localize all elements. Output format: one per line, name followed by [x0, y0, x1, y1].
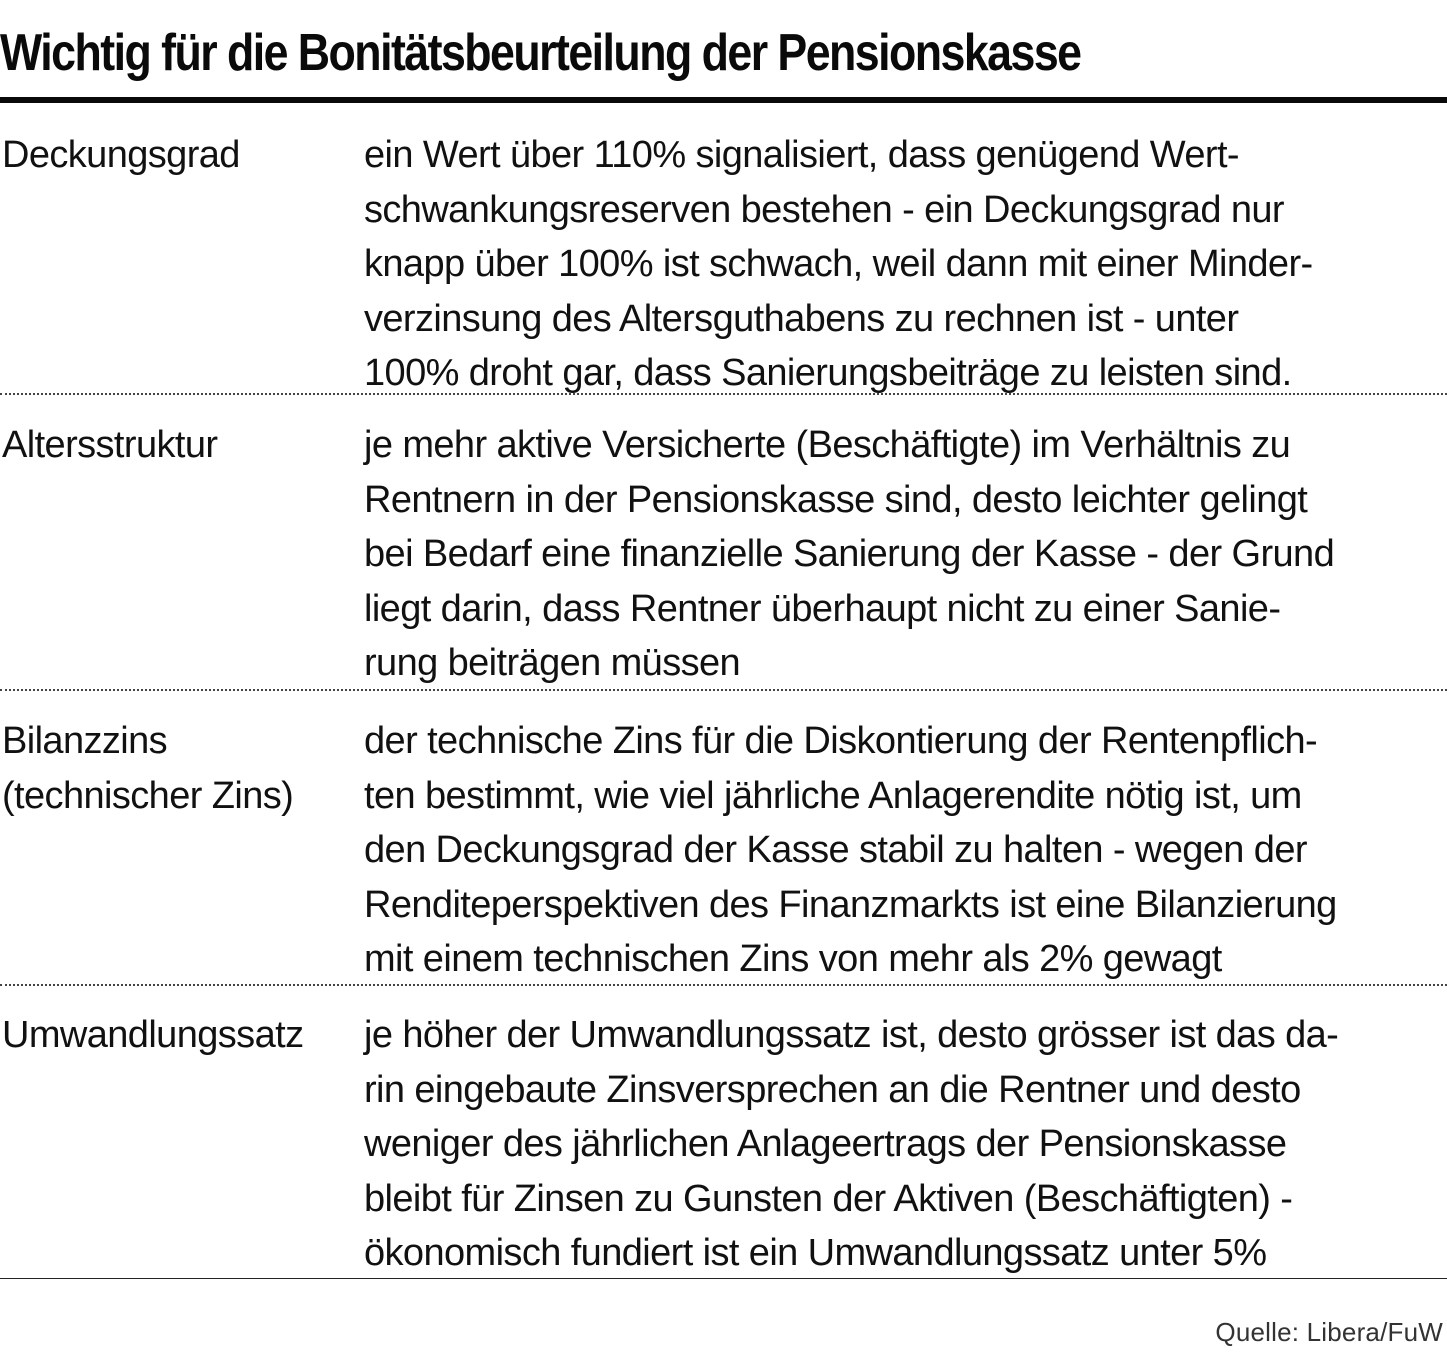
- source-credit: Quelle: Libera/FuW: [1215, 1317, 1443, 1347]
- description-line: ten bestimmt, wie viel jährliche Anlagerendite nötig ist, um: [364, 774, 1302, 817]
- description-line: je höher der Umwandlungssatz ist, desto grösser ist das da-: [364, 1014, 1339, 1056]
- term-description: [364, 1008, 1447, 1278]
- description-line: mit einem technischen Zins von mehr als 2% gewagt: [364, 938, 1222, 980]
- criteria-table: [0, 103, 1447, 1279]
- description-line: bei Bedarf eine finanzielle Sanierung der Kasse - der Grund: [364, 533, 1335, 575]
- term-label: Altersstruktur: [2, 424, 218, 466]
- table-row: [0, 103, 1447, 395]
- description-line: bleibt für Zinsen zu Gunsten der Aktiven (Beschäftigten) -: [364, 1177, 1293, 1220]
- description-line: weniger des jährlichen Anlageertrags der Pensionskasse: [364, 1123, 1287, 1165]
- term-description: [364, 714, 1447, 984]
- description-line: rin eingebaute Zinsversprechen an die Rentner und desto: [364, 1068, 1301, 1111]
- description-line: schwankungsreserven bestehen - ein Deckungsgrad nur: [364, 188, 1284, 231]
- table-row: [0, 395, 1447, 691]
- term-label: Deckungsgrad: [2, 134, 240, 176]
- description-line: knapp über 100% ist schwach, weil dann mit einer Minder-: [364, 243, 1313, 285]
- term-label: Umwandlungssatz: [2, 1014, 304, 1056]
- term-description: [364, 128, 1447, 393]
- table-row: [0, 691, 1447, 986]
- description-line: liegt darin, dass Rentner überhaupt nicht zu einer Sanie-: [364, 587, 1281, 630]
- description-line: je mehr aktive Versicherte (Beschäftigte) im Verhältnis zu: [364, 424, 1291, 466]
- description-line: Rentnern in der Pensionskasse sind, desto leichter gelingt: [364, 478, 1308, 521]
- description-line: der technische Zins für die Diskontierung der Rentenpflich-: [364, 720, 1318, 762]
- page-title: Wichtig für die Bonitätsbeurteilung der Pensionskasse: [0, 24, 1081, 82]
- description-line: 100% droht gar, dass Sanierungsbeiträge zu leisten sind.: [364, 352, 1292, 394]
- table-row: [0, 986, 1447, 1279]
- description-line: Renditeperspektiven des Finanzmarkts ist eine Bilanzierung: [364, 883, 1337, 926]
- term-description: [364, 418, 1447, 689]
- description-line: den Deckungsgrad der Kasse stabil zu halten - wegen der: [364, 829, 1307, 871]
- description-line: ökonomisch fundiert ist ein Umwandlungssatz unter 5%: [364, 1232, 1267, 1274]
- description-line: ein Wert über 110% signalisiert, dass genügend Wert-: [364, 134, 1239, 176]
- term-label: Bilanzzins (technischer Zins): [2, 720, 294, 817]
- description-line: rung beiträgen müssen: [364, 642, 741, 684]
- description-line: verzinsung des Altersguthabens zu rechnen ist - unter: [364, 297, 1239, 340]
